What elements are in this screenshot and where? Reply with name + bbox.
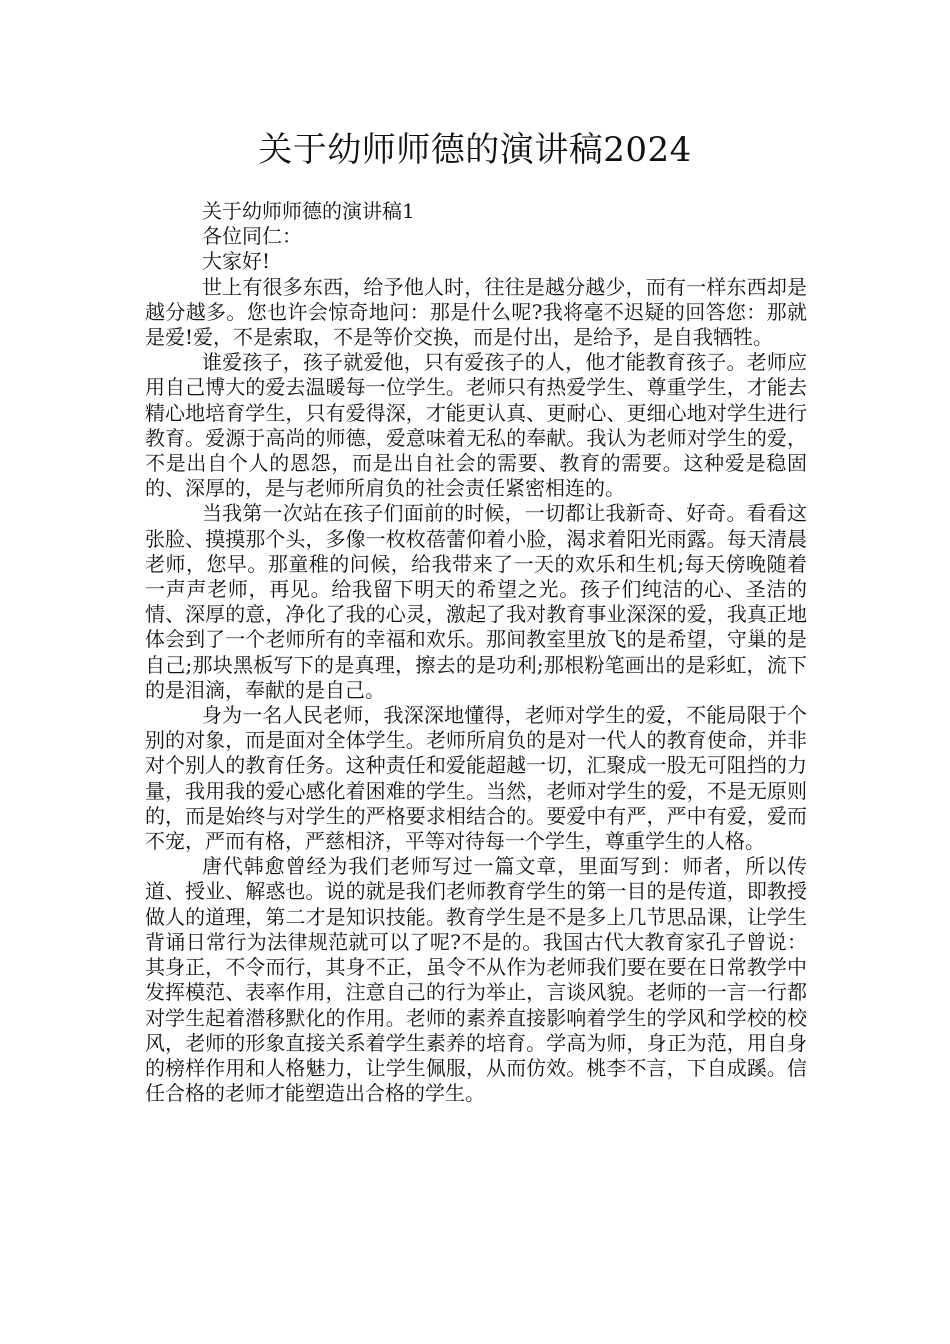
document-body (145, 199, 807, 1106)
speech-subtitle: 关于幼师师德的演讲稿1 (202, 199, 415, 223)
paragraph: 世上有很多东西，给予他人时，往往是越分越少，而有一样东西却是越分越多。您也许会惊奇地问：那是什么呢?我将毫不迟疑的回答您：那就是爱!爱，不是索取，不是等价交换，而是付出，是给予，是自我牺牲。 (145, 274, 807, 350)
paragraph: 谁爱孩子，孩子就爱他，只有爱孩子的人，他才能教育孩子。老师应用自己博大的爱去温暖每一位学生。老师只有热爱学生、尊重学生，才能去精心地培育学生，只有爱得深，才能更认真、更耐心、更细心地对学生进行教育。爱源于高尚的师德，爱意味着无私的奉献。我认为老师对学生的爱，不是出自个人的恩怨，而是出自社会的需要、教育的需要。这种爱是稳固的、深厚的，是与老师所肩负的社会责任紧密相连的。 (145, 350, 807, 501)
paragraph: 身为一名人民老师，我深深地懂得，老师对学生的爱，不能局限于个别的对象，而是面对全体学生。老师所肩负的是对一代人的教育使命，并非对个别人的教育任务。这种责任和爱能超越一切，汇聚成一股无可阻挡的力量，我用我的爱心感化着困难的学生。当然，老师对学生的爱，不是无原则的，而是始终与对学生的严格要求相结合的。要爱中有严，严中有爱，爱而不宠，严而有格，严慈相济，平等对待每一个学生，尊重学生的人格。 (145, 703, 807, 854)
salutation: 各位同仁： (202, 224, 302, 249)
document-title: 关于幼师师德的演讲稿2024 (258, 130, 692, 170)
greeting: 大家好! (202, 249, 271, 274)
paragraph: 当我第一次站在孩子们面前的时候，一切都让我新奇、好奇。看看这张脸、摸摸那个头，多像一枚枚蓓蕾仰着小脸，渴求着阳光雨露。每天清晨老师，您早。那童稚的问候，给我带来了一天的欢乐和生机;每天傍晚随着一声声老师，再见。给我留下明天的希望之光。孩子们纯洁的心、圣洁的情、深厚的意，净化了我的心灵，激起了我对教育事业深深的爱，我真正地体会到了一个老师所有的幸福和欢乐。那间教室里放飞的是希望，守巢的是自己;那块黑板写下的是真理，擦去的是功利;那根粉笔画出的是彩虹，流下的是泪滴，奉献的是自己。 (145, 501, 807, 702)
paragraph: 唐代韩愈曾经为我们老师写过一篇文章，里面写到：师者，所以传道、授业、解惑也。说的就是我们老师教育学生的第一目的是传道，即教授做人的道理，第二才是知识技能。教育学生是不是多上几节思品课，让学生背诵日常行为法律规范就可以了呢?不是的。我国古代大教育家孔子曾说：其身正，不令而行，其身不正，虽令不从作为老师我们要在要在日常教学中发挥模范、表率作用，注意自己的行为举止，言谈风貌。老师的一言一行都对学生起着潜移默化的作用。老师的素养直接影响着学生的学风和学校的校风，老师的形象直接关系着学生素养的培育。学高为师，身正为范，用自身的榜样作用和人格魅力，让学生佩服，从而仿效。桃李不言，下自成蹊。信任合格的老师才能塑造出合格的学生。 (145, 854, 807, 1106)
